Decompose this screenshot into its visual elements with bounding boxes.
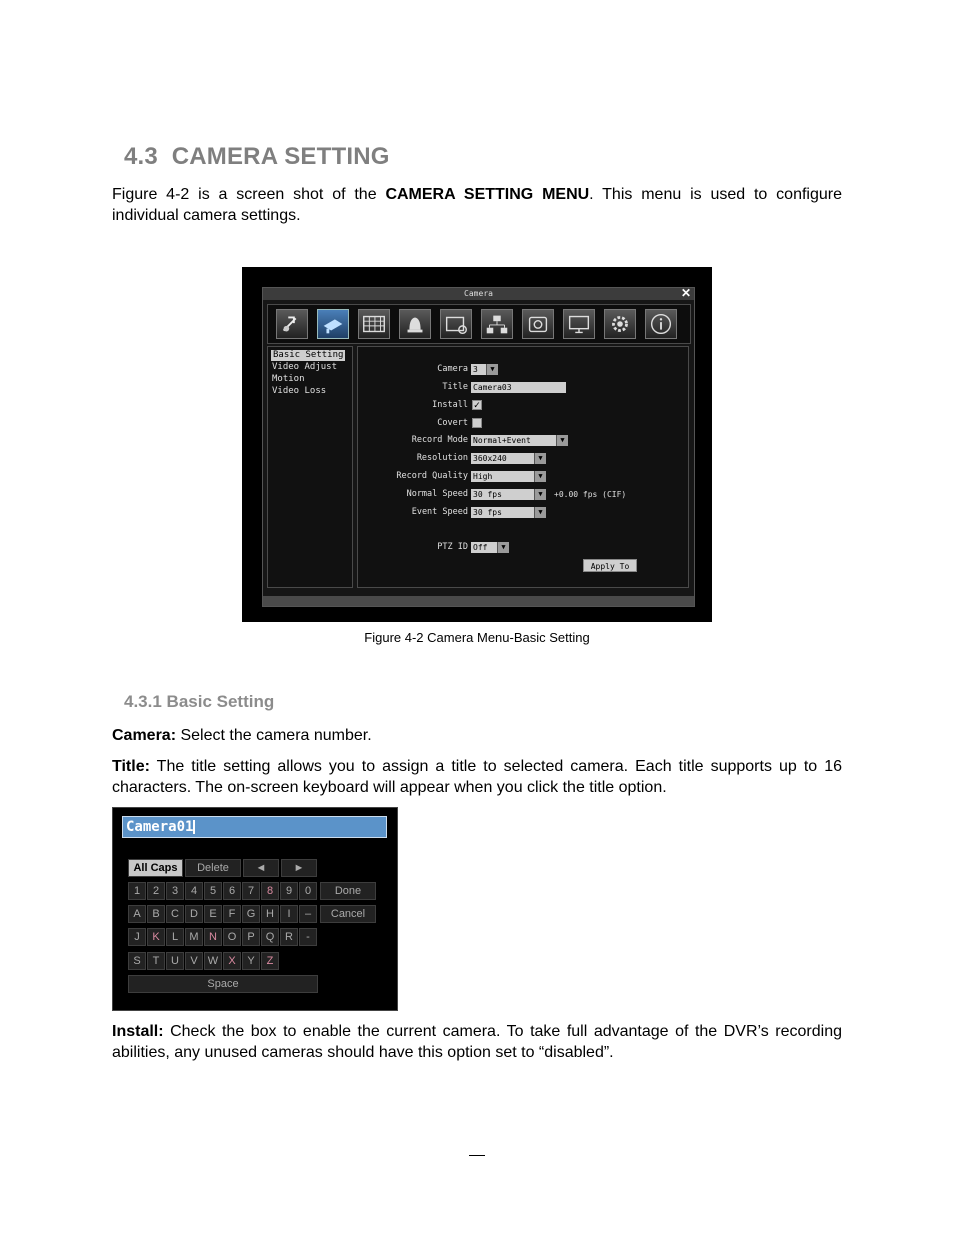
key-0[interactable]: S	[128, 952, 146, 970]
chevron-down-icon: ▼	[534, 507, 546, 518]
key-3[interactable]: 4	[185, 882, 203, 900]
install-text: Check the box to enable the current camera. To take full advantage of the DVR’s recording abilities, any unused cameras should have this option set to “disabled”.	[112, 1023, 842, 1061]
record-mode-value: Normal+Event	[473, 436, 531, 445]
key-4[interactable]: E	[204, 905, 222, 923]
record-quality-select[interactable]	[471, 471, 546, 482]
camera-icon[interactable]	[317, 309, 349, 339]
key-3[interactable]: V	[185, 952, 203, 970]
normal-speed-value: 30 fps	[473, 490, 502, 499]
keyboard-input[interactable]	[122, 816, 387, 838]
key-4[interactable]: N	[204, 928, 222, 946]
sidebar-item-video-loss[interactable]: Video Loss	[272, 386, 327, 396]
event-speed-label: Event Speed	[411, 507, 468, 517]
chevron-down-icon: ▼	[556, 435, 568, 446]
intro-bold: CAMERA SETTING MENU	[385, 186, 590, 203]
delete-key[interactable]: Delete	[185, 859, 241, 877]
key-6[interactable]: G	[242, 905, 260, 923]
cancel-key[interactable]: Cancel	[320, 905, 376, 923]
intro-text: Figure 4-2 is a screen shot of the	[112, 186, 386, 203]
resolution-label: Resolution	[416, 453, 468, 463]
key-0[interactable]: 1	[128, 882, 146, 900]
intro-paragraph	[112, 184, 842, 226]
section-title: CAMERA SETTING	[171, 143, 390, 170]
key-8[interactable]: 9	[280, 882, 298, 900]
key-0[interactable]: J	[128, 928, 146, 946]
keyboard-input-value: Camera01	[126, 819, 194, 835]
chevron-down-icon: ▼	[534, 471, 546, 482]
status-bar	[263, 596, 694, 606]
title-label: Title	[442, 382, 468, 392]
menu-toolbar	[267, 304, 691, 344]
install-label: Install	[432, 400, 468, 410]
event-speed-value: 30 fps	[473, 508, 502, 517]
key-2[interactable]: C	[166, 905, 184, 923]
camera-term: Camera:	[112, 727, 177, 744]
camera-value: 3	[473, 365, 478, 374]
record-mode-select[interactable]	[471, 435, 568, 446]
install-paragraph	[112, 1021, 842, 1063]
ptz-id-select[interactable]	[471, 542, 509, 553]
subsection-heading	[124, 692, 274, 712]
display-icon[interactable]	[563, 309, 595, 339]
title-paragraph	[112, 756, 842, 798]
section-number: 4.3	[124, 143, 158, 170]
key-5[interactable]: X	[223, 952, 241, 970]
window-title: Camera	[263, 288, 694, 300]
key-2[interactable]: L	[166, 928, 184, 946]
fps-note: +0.00 fps (CIF)	[554, 490, 627, 499]
sidebar-item-motion[interactable]: Motion	[272, 374, 305, 384]
chevron-down-icon: ▼	[497, 542, 509, 553]
key-1[interactable]: K	[147, 928, 165, 946]
camera-select[interactable]	[471, 364, 498, 375]
key-3[interactable]: D	[185, 905, 203, 923]
settings-sidebar	[267, 346, 353, 588]
subsection-title: Basic Setting	[166, 692, 275, 711]
key-7[interactable]: 8	[261, 882, 279, 900]
close-icon[interactable]: ✕	[680, 286, 691, 300]
key-9[interactable]: -	[299, 928, 317, 946]
apply-to-button[interactable]: Apply To	[583, 559, 637, 572]
key-7[interactable]: Q	[261, 928, 279, 946]
network-icon[interactable]	[481, 309, 513, 339]
key-8[interactable]: I	[280, 905, 298, 923]
key-6[interactable]: 7	[242, 882, 260, 900]
normal-speed-label: Normal Speed	[406, 489, 468, 499]
key-2[interactable]: U	[166, 952, 184, 970]
key-8[interactable]: R	[280, 928, 298, 946]
event-speed-select[interactable]	[471, 507, 546, 518]
camera-menu-screenshot	[242, 267, 712, 622]
title-term: Title:	[112, 758, 150, 775]
key-9[interactable]: 0	[299, 882, 317, 900]
key-7[interactable]: Z	[261, 952, 279, 970]
record-quality-value: High	[473, 472, 493, 481]
key-0[interactable]: A	[128, 905, 146, 923]
resolution-select[interactable]	[471, 453, 546, 464]
left-arrow-key[interactable]: ◄	[243, 859, 279, 877]
figure-caption: Figure 4-2 Camera Menu-Basic Setting	[364, 630, 590, 645]
all-caps-key[interactable]: All Caps	[128, 859, 183, 877]
chevron-down-icon: ▼	[534, 453, 546, 464]
key-9[interactable]: –	[299, 905, 317, 923]
alarm-icon[interactable]	[399, 309, 431, 339]
key-4[interactable]: W	[204, 952, 222, 970]
sidebar-item-basic-setting[interactable]: Basic Setting	[273, 350, 344, 360]
record-quality-label: Record Quality	[396, 471, 468, 481]
subsection-number: 4.3.1	[124, 692, 162, 711]
covert-label: Covert	[437, 418, 468, 428]
camera-text: Select the camera number.	[176, 727, 372, 744]
schedule-icon[interactable]	[358, 309, 390, 339]
install-checkbox[interactable]: ✓	[473, 400, 481, 410]
section-heading	[124, 143, 390, 171]
ptz-id-value: Off	[473, 543, 488, 552]
key-5[interactable]: O	[223, 928, 241, 946]
info-icon[interactable]	[645, 309, 677, 339]
title-field[interactable]: Camera03	[471, 382, 566, 393]
record-mode-label: Record Mode	[411, 435, 468, 445]
key-7[interactable]: H	[261, 905, 279, 923]
system-icon[interactable]	[276, 309, 308, 339]
key-2[interactable]: 3	[166, 882, 184, 900]
basic-setting-panel	[357, 346, 689, 588]
right-arrow-key[interactable]: ►	[281, 859, 317, 877]
on-screen-keyboard	[112, 807, 398, 1011]
settings-icon[interactable]	[604, 309, 636, 339]
key-3[interactable]: M	[185, 928, 203, 946]
key-4[interactable]: 5	[204, 882, 222, 900]
backup-icon[interactable]	[522, 309, 554, 339]
chevron-down-icon: ▼	[486, 364, 498, 375]
key-6[interactable]: Y	[242, 952, 260, 970]
key-5[interactable]: 6	[223, 882, 241, 900]
page-number-line	[469, 1155, 485, 1156]
ptz-id-label: PTZ ID	[437, 542, 468, 552]
key-6[interactable]: P	[242, 928, 260, 946]
chevron-down-icon: ▼	[534, 489, 546, 500]
key-1[interactable]: B	[147, 905, 165, 923]
key-1[interactable]: 2	[147, 882, 165, 900]
title-text: The title setting allows you to assign a title to selected camera. Each title supports up to 16 characters. The on-screen keyboard will appear when you click the title option.	[112, 758, 842, 796]
space-key[interactable]: Space	[128, 975, 318, 993]
install-term: Install:	[112, 1023, 164, 1040]
key-1[interactable]: T	[147, 952, 165, 970]
sidebar-item-video-adjust[interactable]: Video Adjust	[272, 362, 338, 372]
camera-paragraph	[112, 725, 842, 746]
normal-speed-select[interactable]	[471, 489, 546, 500]
camera-label: Camera	[437, 364, 468, 374]
done-key[interactable]: Done	[320, 882, 376, 900]
recording-icon[interactable]	[440, 309, 472, 339]
camera-window	[262, 287, 695, 607]
key-5[interactable]: F	[223, 905, 241, 923]
intro-text-end: . This menu is used to configure individual camera settings.	[112, 186, 842, 224]
covert-checkbox[interactable]	[472, 418, 482, 428]
text-cursor	[193, 820, 195, 834]
resolution-value: 360x240	[473, 454, 507, 463]
